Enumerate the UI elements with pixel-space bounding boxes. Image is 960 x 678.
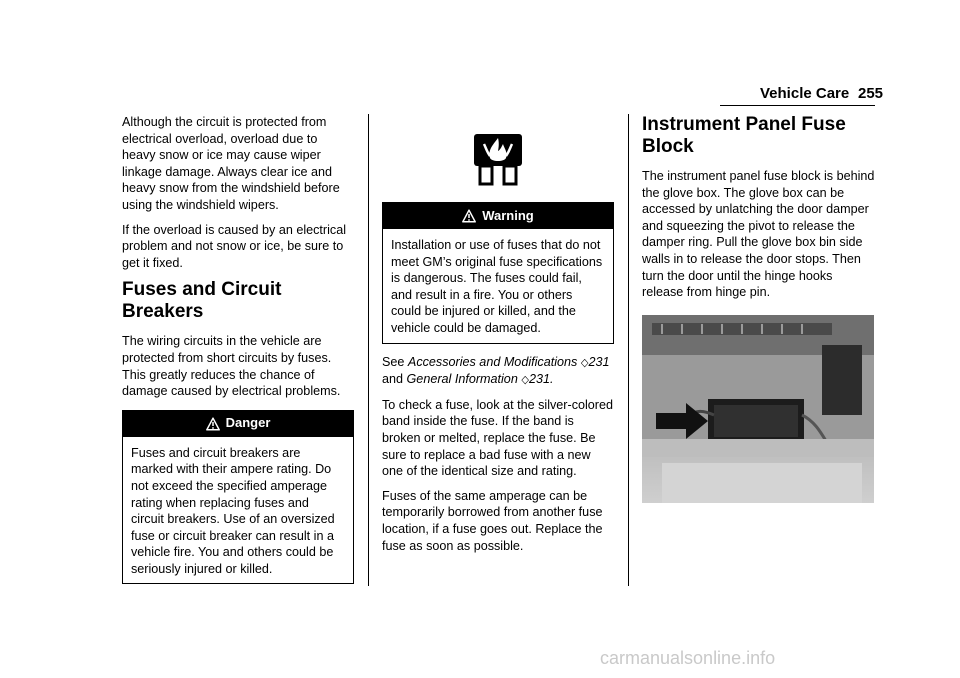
column-divider-2 [628, 114, 629, 586]
column-divider-1 [368, 114, 369, 586]
warning-box-header [383, 203, 613, 229]
page-number: 255 [858, 85, 884, 102]
heading-fuses-circuit-breakers: Fuses and Circuit Breakers [122, 279, 282, 323]
warning-text: Installation or use of fuses that do not meet GM’s original fuse specifications is dangerous. The fuses could fail, and result in a fire. You or others could be injured or killed, and the vehicle could be damaged. [391, 238, 603, 335]
heading-instrument-panel-fuse-block: Instrument Panel Fuse Block [642, 114, 846, 157]
page-ref-231[interactable]: 231 [588, 354, 610, 369]
warning-title: Warning [482, 207, 534, 223]
column-right [642, 114, 876, 503]
paragraph-borrow-fuse: Fuses of the same amperage can be temporarily borrowed from another fuse location, if a fuse goes out. Replace the fuse as soon as possible. [382, 488, 603, 553]
fuse-block-photo [642, 315, 874, 503]
column-middle [382, 114, 614, 562]
paragraph-see-references: See Accessories and Modifications ◇231 and General Information ◇231. [382, 354, 610, 387]
danger-box-header [123, 411, 353, 437]
fuse-fire-icon [382, 114, 614, 190]
header-rule [720, 105, 875, 106]
warning-triangle-icon [462, 209, 476, 223]
paragraph-electrical-problem: If the overload is caused by an electrical problem and not snow or ice, be sure to get it fixed. [122, 222, 347, 270]
paragraph-fuse-block-location: The instrument panel fuse block is behind the glove box. The glove box can be accessed by unlatching the door damper and squeezing the pivot to release the damper ring. Pull the glove box bin side walls in to release the door stops. Then turn the door until the hinge hooks release from hinge pin. [642, 169, 875, 300]
warning-triangle-icon [206, 417, 220, 431]
link-accessories-modifications[interactable]: Accessories and Modifications [407, 354, 578, 369]
link-general-information[interactable]: General Information [406, 372, 518, 387]
paragraph-check-fuse: To check a fuse, look at the silver-colored band inside the fuse. If the band is broken or melted, replace the fuse. Be sure to replace a bad fuse with a new one of the identical size and rating. [382, 397, 613, 479]
paragraph-wiring-circuits: The wiring circuits in the vehicle are protected from short circuits by fuses. This greatly reduces the chance of damage caused by electrical problems. [122, 334, 341, 399]
paragraph-wiper-overload: Although the circuit is protected from electrical overload, overload due to heavy snow or ice may cause wiper linkage damage. Always clear ice and heavy snow from the windshield before using the windshield wipers. [122, 115, 340, 212]
watermark-text: carmanualsonline.info [600, 648, 776, 668]
running-header-section: Vehicle Care [760, 85, 850, 102]
page-ref-231b[interactable]: 231 [528, 372, 550, 387]
danger-box [122, 410, 354, 585]
page-ref-icon: ◇ [521, 374, 529, 387]
page-ref-icon: ◇ [580, 356, 589, 369]
danger-text: Fuses and circuit breakers are marked with their ampere rating. Do not exceed the specified amperage rating when replacing fuses and circuit breakers. Use of an oversized fuse or circuit breaker can result in a vehicle fire. You and others could be seriously injured or killed. [131, 445, 335, 576]
danger-title: Danger [225, 415, 271, 431]
warning-box [382, 202, 614, 344]
column-left [122, 114, 354, 584]
